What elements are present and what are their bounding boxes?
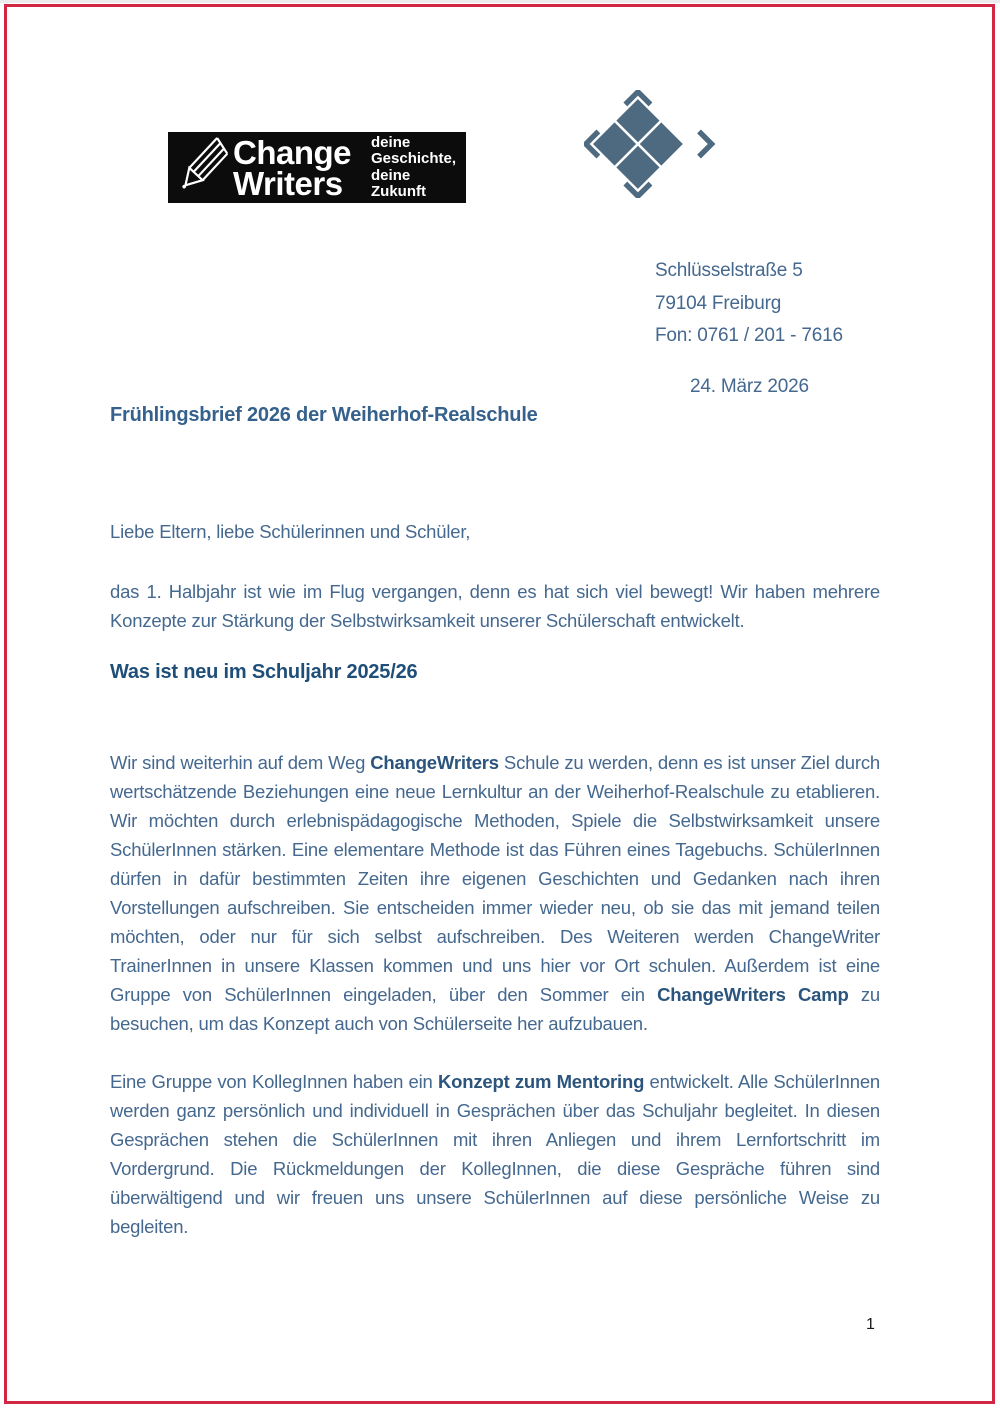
text-run: zu besuchen, um das Konzept auch von Schülerseite her aufzubauen. xyxy=(110,984,880,1034)
logo-tagline-line: Zukunft xyxy=(371,183,426,200)
page-top-edge xyxy=(0,0,1000,3)
bold-text-run: ChangeWriters Camp xyxy=(657,984,849,1005)
bold-text-run: ChangeWriters xyxy=(370,752,499,773)
contact-block xyxy=(655,255,843,353)
letter-date: 24. März 2026 xyxy=(690,376,809,397)
text-run: entwickelt. Alle SchülerInnen werden ganz persönlich und individuell in Gesprächen über das Schuljahr begleitet. In diesen Gesprächen stehen die SchülerInnen mit ihren Anliegen und ihrem Lernfortschritt im Vordergrund. Die Rückmeldungen der KollegInnen, die diese Gespräche führen sind überwältigend und wir freuen uns unsere SchülerInnen auf diese persönliche Weise zu begleiten. xyxy=(110,1071,880,1237)
logo-wordmark-line2: Writers xyxy=(233,164,343,202)
pencil-icon xyxy=(173,135,231,201)
paragraph-2 xyxy=(110,1067,880,1241)
section-heading: Was ist neu im Schuljahr 2025/26 xyxy=(110,661,418,683)
page-number: 1 xyxy=(866,1316,875,1333)
bold-text-run: Konzept zum Mentoring xyxy=(437,1071,645,1092)
logo-tagline xyxy=(371,135,456,201)
logo-tagline-line: deine xyxy=(371,133,411,151)
intro-paragraph: das 1. Halbjahr ist wie im Flug vergangen, denn es hat sich viel bewegt! Wir haben mehrere Konzepte zur Stärkung der Selbstwirksamkeit unserer Schülerschaft entwickelt. xyxy=(110,581,880,631)
contact-phone: Fon: 0761 / 201 - 7616 xyxy=(655,325,843,346)
text-run: Eine Gruppe von KollegInnen haben ein xyxy=(110,1071,438,1092)
logo-tagline-line: deine xyxy=(371,166,411,184)
changewriters-logo xyxy=(168,132,466,203)
logo-tagline-line: Geschichte, xyxy=(371,150,457,167)
chevron-right-icon xyxy=(699,131,712,156)
logo-wordmark xyxy=(233,133,352,202)
paragraph-1 xyxy=(110,748,880,1038)
contact-city: 79104 Freiburg xyxy=(655,292,782,314)
text-run: Wir sind weiterhin auf dem Weg xyxy=(110,752,371,773)
contact-street: Schlüsselstraße 5 xyxy=(655,260,803,281)
school-diamond-logo xyxy=(584,90,717,198)
letter-title: Frühlingsbrief 2026 der Weiherhof-Realschule xyxy=(110,404,538,426)
logo-wordmark-line1: Change xyxy=(233,133,352,171)
salutation: Liebe Eltern, liebe Schülerinnen und Schüler, xyxy=(110,521,471,542)
text-run: Schule zu werden, denn es ist unser Ziel durch wertschätzende Beziehungen eine neue Lernkultur an der Weiherhof-Realschule zu etablieren. Wir möchten durch erlebnispädagogische Methoden, Spiele die Selbstwirksamkeit unsere SchülerInnen stärken. Eine elementare Methode ist das Führen eines Tagebuchs. SchülerInnen dürfen in dafür bestimmten Zeiten ihre eigenen Geschichten und Gedanken nach ihren Vorstellungen aufschreiben. Sie entscheiden immer wieder neu, ob sie das mit jemand teilen möchten, oder nur für sich selbst aufschreiben. Des Weiteren werden ChangeWriter TrainerInnen in unsere Klassen kommen und uns hier vor Ort schulen. Außerdem ist eine Gruppe von SchülerInnen eingeladen, über den Sommer ein xyxy=(110,752,880,1005)
